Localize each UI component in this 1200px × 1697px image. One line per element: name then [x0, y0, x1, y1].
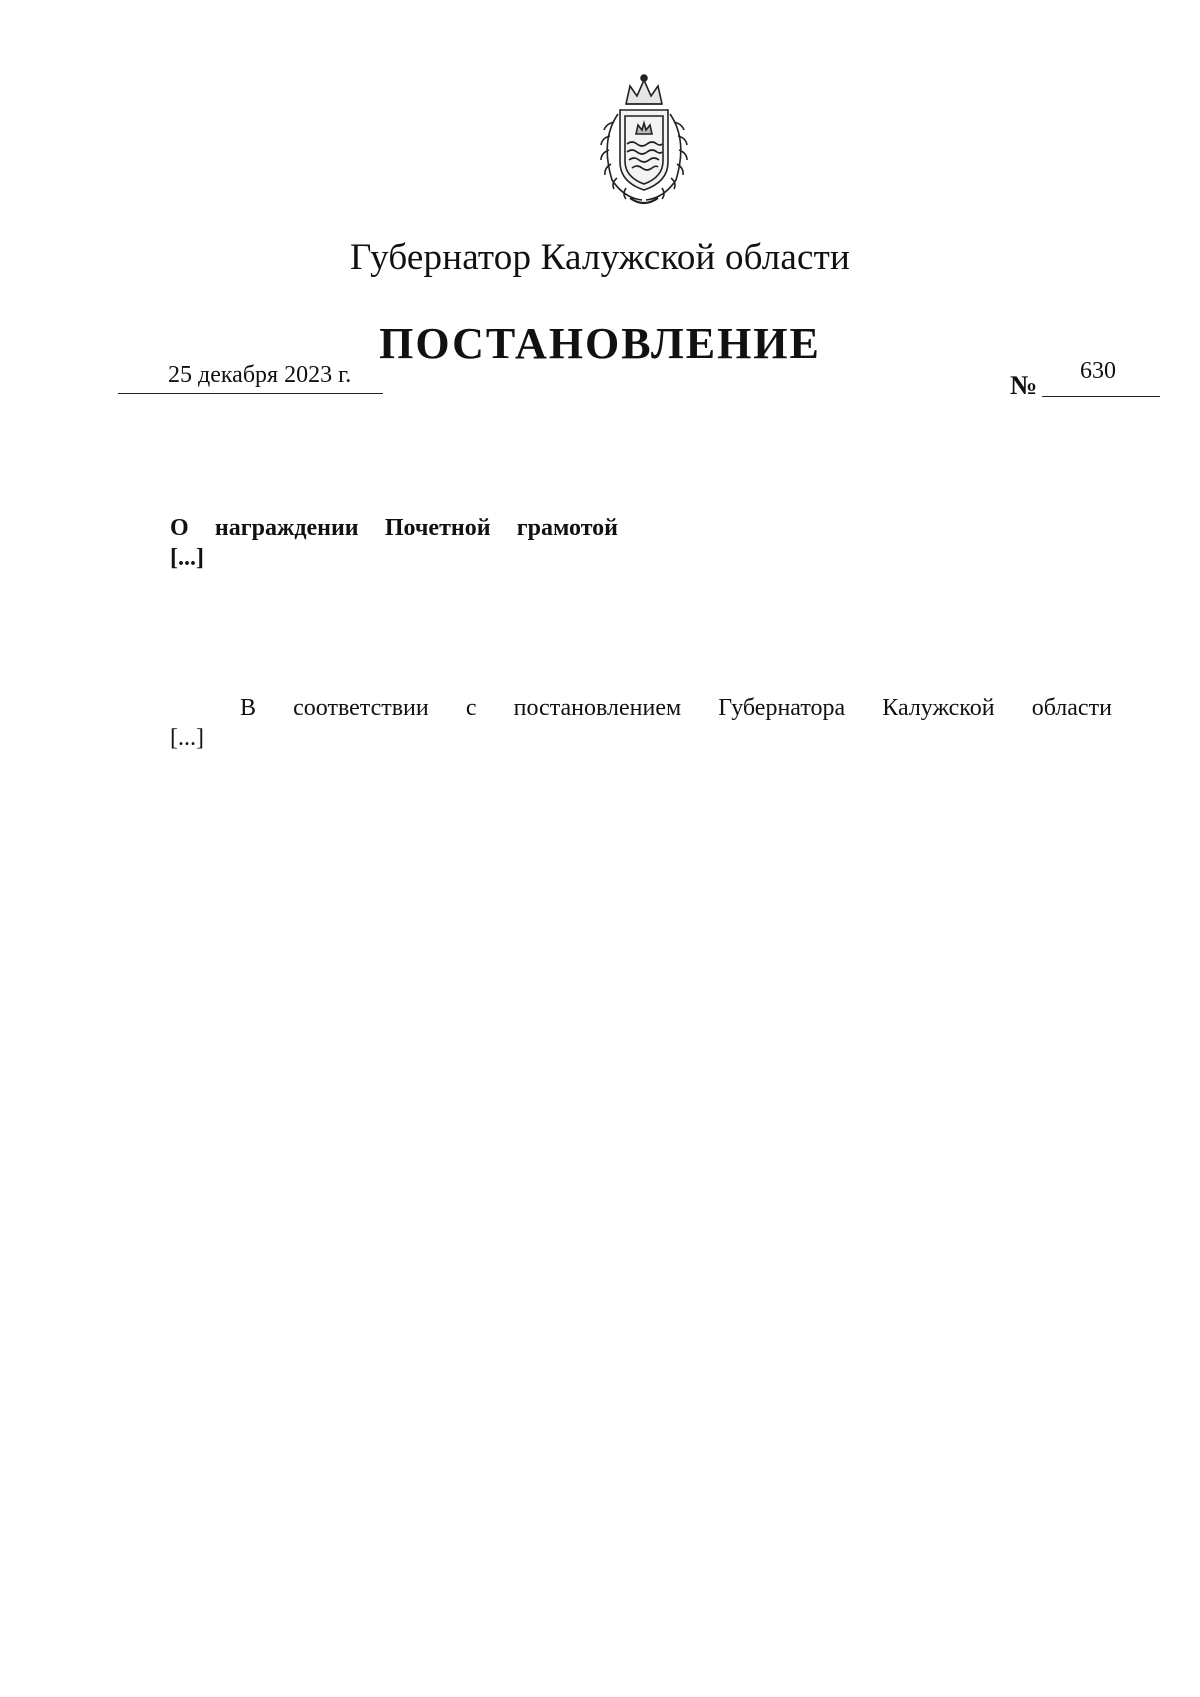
document-type: ПОСТАНОВЛЕНИЕ — [379, 319, 821, 368]
number-underline — [1042, 396, 1160, 397]
title-word: О — [170, 515, 189, 541]
body-word: Калужской — [882, 695, 995, 721]
number-sign: № — [1010, 370, 1038, 400]
issuing-authority: Губернатор Калужской области — [349, 237, 851, 278]
title-word: Почетной — [384, 515, 491, 541]
document-title — [170, 513, 618, 573]
title-word: [...] — [170, 545, 204, 571]
body-word: с — [465, 695, 477, 721]
body-word: [...] — [170, 725, 204, 751]
title-word: грамотой — [516, 515, 618, 541]
kaluga-coat-of-arms-emblem — [584, 70, 704, 210]
body-word: области — [1031, 695, 1112, 721]
body-word: В — [240, 695, 257, 721]
title-line — [170, 543, 618, 573]
body-line — [170, 723, 1112, 753]
body-line — [170, 693, 1112, 723]
body-word: Губернатора — [718, 695, 846, 721]
document-number: 630 — [1080, 358, 1116, 384]
body-word: постановлением — [513, 695, 682, 721]
document-date: 25 декабря 2023 г. — [118, 362, 383, 394]
title-word: награждении — [214, 515, 359, 541]
document-body — [170, 693, 1112, 753]
body-word: соответствии — [293, 695, 429, 721]
title-line — [170, 513, 618, 543]
